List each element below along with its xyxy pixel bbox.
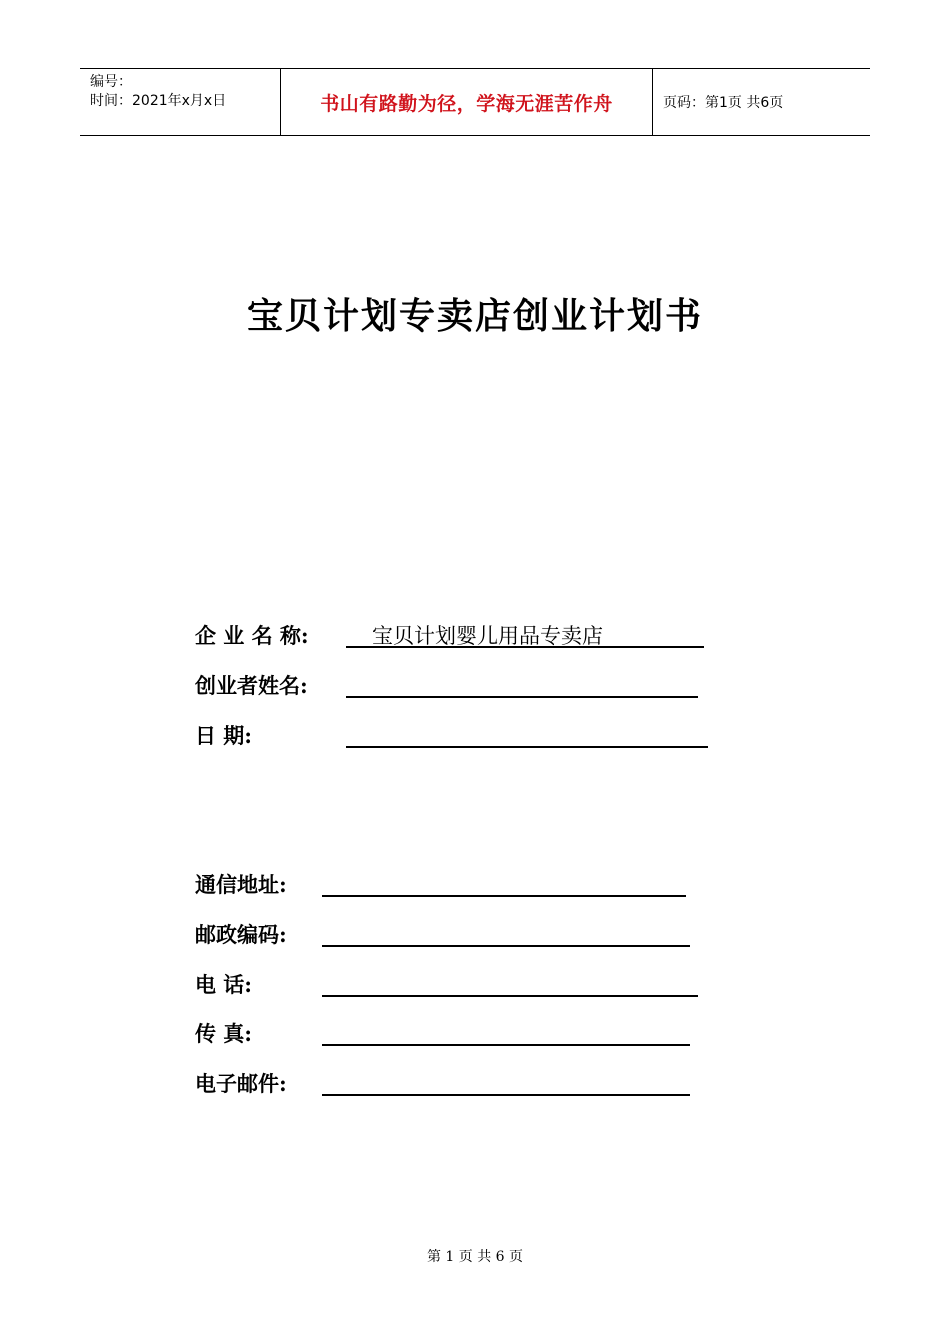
- header-motto-cell: [281, 69, 653, 135]
- page-info: 页码：第1页 共6页: [663, 95, 784, 111]
- document-title: 宝贝计划专卖店创业计划书: [246, 295, 703, 337]
- header-meta: [80, 69, 281, 135]
- field-underline[interactable]: [322, 869, 686, 897]
- motto: 书山有路勤为径，学海无涯苦作舟: [320, 92, 613, 115]
- field-underline[interactable]: [322, 969, 698, 997]
- header-page-info: [653, 69, 870, 135]
- company-name-value: 宝贝计划婴儿用品专卖店: [372, 624, 603, 648]
- field-underline[interactable]: [346, 670, 698, 698]
- page-header: [80, 68, 870, 136]
- field-underline[interactable]: [322, 919, 690, 947]
- time-label: 时间：2021年x月x日: [90, 93, 227, 109]
- page-footer: 第 1 页 共 6 页: [426, 1249, 524, 1265]
- field-label: 邮政编码:: [195, 922, 287, 947]
- field-underline[interactable]: [322, 1018, 690, 1046]
- field-label: 电 话:: [195, 972, 253, 997]
- field-underline[interactable]: [322, 1068, 690, 1096]
- number-label: 编号：: [90, 74, 132, 90]
- field-label: 电子邮件:: [195, 1071, 287, 1096]
- field-label: 企 业 名 称:: [195, 623, 309, 648]
- field-label: 通信地址:: [195, 872, 287, 897]
- field-label: 日 期:: [195, 723, 253, 748]
- field-underline[interactable]: [346, 620, 704, 648]
- field-label: 创业者姓名:: [195, 673, 308, 698]
- field-label: 传 真:: [195, 1021, 253, 1046]
- field-underline[interactable]: [346, 720, 708, 748]
